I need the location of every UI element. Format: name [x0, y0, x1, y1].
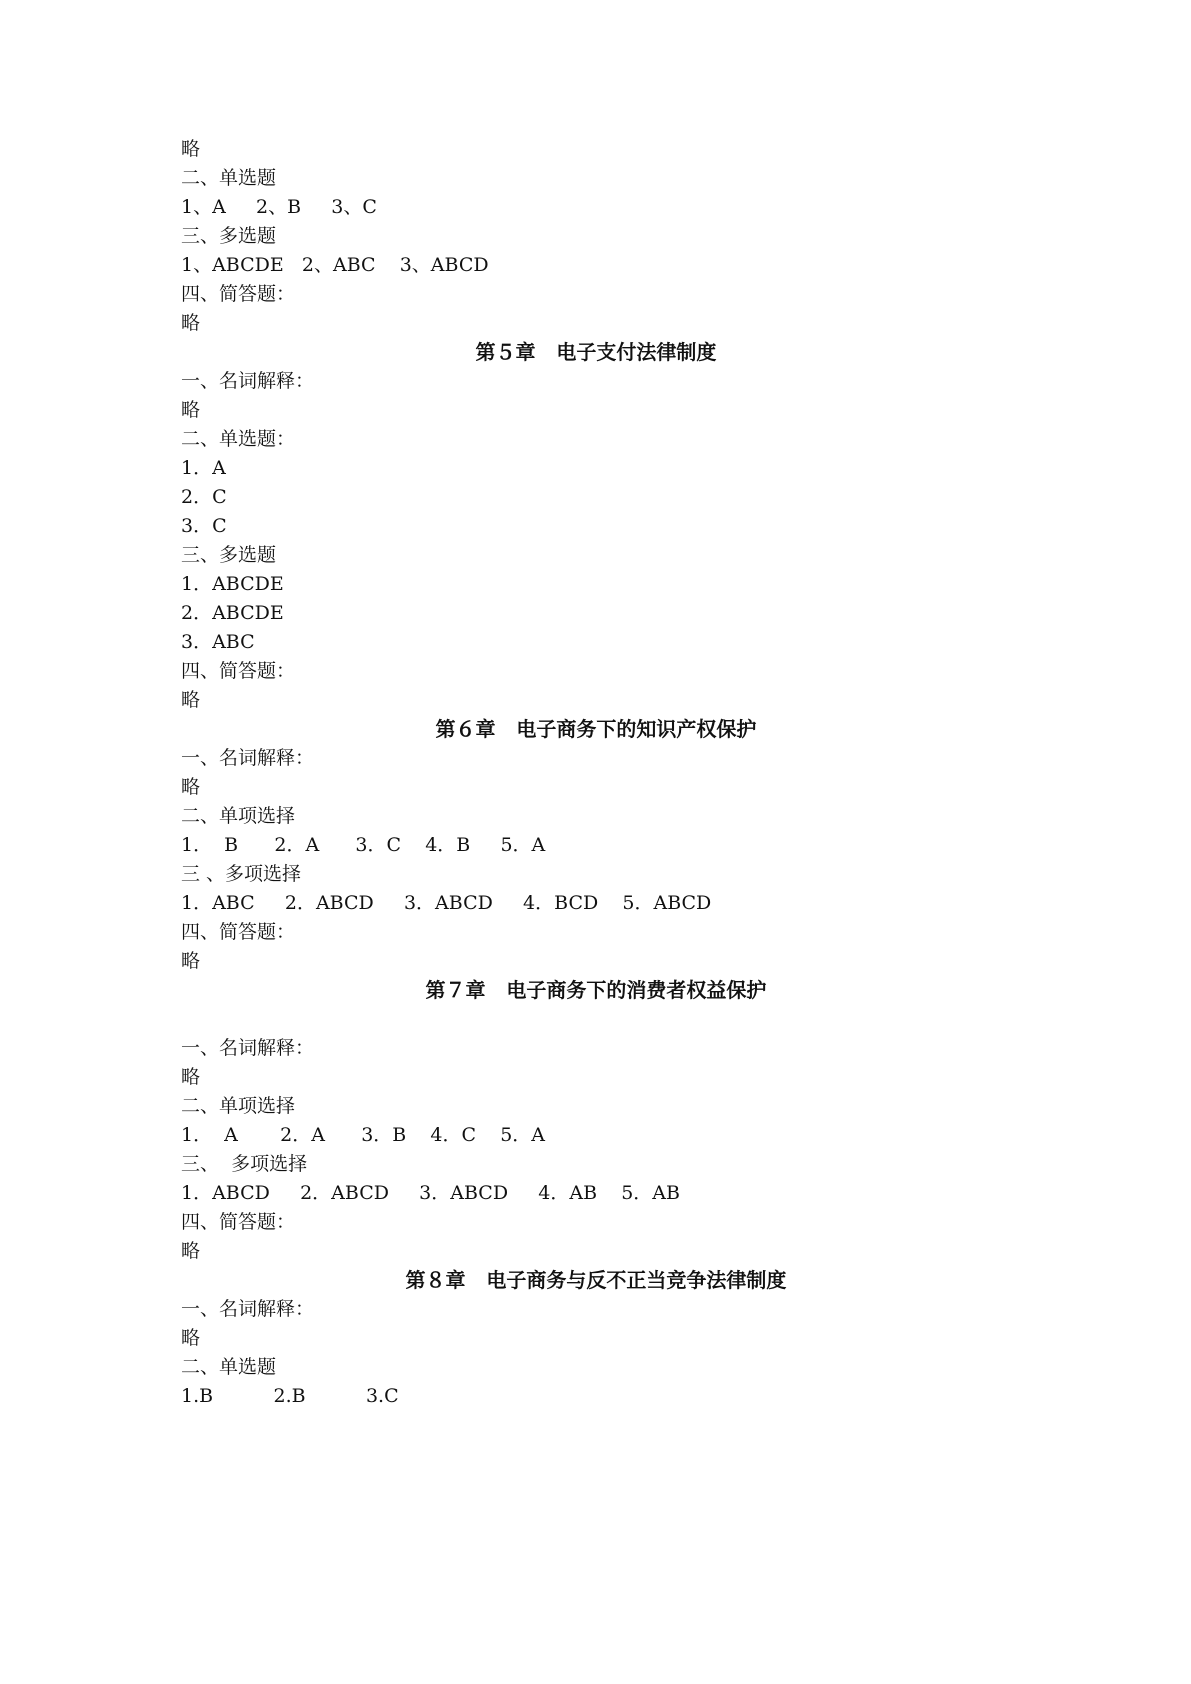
chapter-8-heading: 第８章 电子商务与反不正当竞争法律制度: [405, 1268, 787, 1292]
section-single-choice: 二、单项选择: [181, 805, 296, 827]
chapter-6-heading: 第６章 电子商务下的知识产权保护: [435, 717, 757, 741]
answer-line: 1.B 2.B 3.C: [181, 1385, 399, 1407]
answer-omitted: 略: [181, 1066, 201, 1088]
section-short-answer: 四、简答题：: [181, 921, 296, 943]
answer-omitted: 略: [181, 138, 201, 160]
answer-line: 3．C: [181, 515, 227, 537]
answer-omitted: 略: [181, 312, 201, 334]
section-short-answer: 四、简答题：: [181, 660, 296, 682]
answer-omitted: 略: [181, 776, 201, 798]
section-term-explanation: 一、名词解释：: [181, 370, 315, 392]
chapter-5-heading: 第５章 电子支付法律制度: [475, 340, 717, 364]
answer-line: 1．ABC 2．ABCD 3．ABCD 4．BCD 5．ABCD: [181, 892, 712, 914]
answer-line: 1．A: [181, 457, 226, 479]
answer-omitted: 略: [181, 689, 201, 711]
section-short-answer: 四、简答题：: [181, 283, 296, 305]
section-single-choice: 二、单选题: [181, 167, 277, 189]
section-short-answer: 四、简答题：: [181, 1211, 296, 1233]
answer-omitted: 略: [181, 399, 201, 421]
section-single-choice: 二、单选题: [181, 1356, 277, 1378]
section-term-explanation: 一、名词解释：: [181, 747, 315, 769]
section-single-choice: 二、单选题：: [181, 428, 296, 450]
section-term-explanation: 一、名词解释：: [181, 1037, 315, 1059]
section-single-choice: 二、单项选择: [181, 1095, 296, 1117]
answer-line: 1．ABCDE: [181, 573, 284, 595]
answer-line: 2．ABCDE: [181, 602, 284, 624]
answer-line: 1、ABCDE 2、ABC 3、ABCD: [181, 254, 489, 276]
answer-line: 1、A 2、B 3、C: [181, 196, 377, 218]
section-multiple-choice: 三 、多项选择: [181, 863, 302, 885]
section-multiple-choice: 三、 多项选择: [181, 1153, 308, 1175]
answer-omitted: 略: [181, 1327, 201, 1349]
answer-line: 3．ABC: [181, 631, 255, 653]
chapter-7-heading: 第７章 电子商务下的消费者权益保护: [425, 978, 767, 1002]
section-multiple-choice: 三、多选题: [181, 544, 277, 566]
answer-line: 2．C: [181, 486, 227, 508]
answer-line: 1．ABCD 2．ABCD 3．ABCD 4．AB 5．AB: [181, 1182, 680, 1204]
section-multiple-choice: 三、多选题: [181, 225, 277, 247]
answer-omitted: 略: [181, 1240, 201, 1262]
answer-line: 1． A 2．A 3．B 4．C 5．A: [181, 1124, 546, 1146]
answer-omitted: 略: [181, 950, 201, 972]
section-term-explanation: 一、名词解释：: [181, 1298, 315, 1320]
answer-line: 1． B 2．A 3．C 4．B 5．A: [181, 834, 546, 856]
